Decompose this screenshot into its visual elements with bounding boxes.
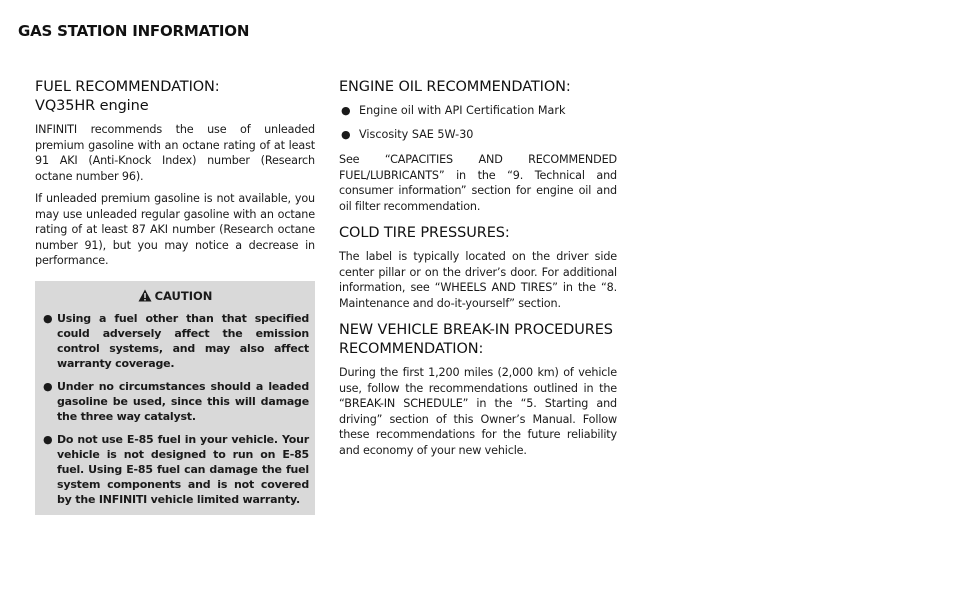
- page-header: GAS STATION INFORMATION: [18, 22, 250, 40]
- fuel-paragraph-1: INFINITI recommends the use of unleaded premium gasoline with an octane rating of at least 91 AKI (Anti-Knock Index) number (Research octane number 96).: [35, 123, 315, 183]
- tire-title: COLD TIRE PRESSURES:: [339, 225, 510, 241]
- caution-label: CAUTION: [154, 288, 213, 303]
- bullet-icon: ●: [341, 104, 351, 117]
- right-column: [339, 78, 617, 468]
- caution-item: [41, 379, 309, 424]
- list-item: [339, 103, 617, 118]
- break-in-title-line1: NEW VEHICLE BREAK-IN PROCEDURES: [339, 322, 613, 338]
- caution-header: [41, 289, 309, 303]
- caution-box: [35, 281, 315, 515]
- engine-oil-list: [339, 103, 617, 142]
- caution-list: [41, 311, 309, 507]
- list-item: [339, 127, 617, 142]
- left-column: [35, 78, 315, 515]
- engine-oil-section: [339, 78, 617, 214]
- bullet-icon: ●: [43, 311, 53, 325]
- tire-paragraph: The label is typically located on the driver side center pillar or on the driver’s door. For additional information, see “WHEELS AND TIRES” in the “8. Maintenance and do-it-yourself” section.: [339, 250, 617, 310]
- engine-oil-paragraph: See “CAPACITIES AND RECOMMENDED FUEL/LUBRICANTS” in the “9. Technical and consumer information” section for engine oil and oil filter recommendation.: [339, 153, 617, 213]
- bullet-icon: ●: [43, 432, 53, 446]
- break-in-title: [339, 321, 617, 359]
- caution-item: [41, 311, 309, 371]
- fuel-title-line2: VQ35HR engine: [35, 98, 149, 114]
- caution-item-text: Using a fuel other than that specified could adversely affect the emission control systems, and may also affect warranty coverage.: [57, 311, 309, 370]
- caution-item-text: Do not use E-85 fuel in your vehicle. Your vehicle is not designed to run on E-85 fuel. Using E-85 fuel can damage the fuel system components and is not covered by the INFINITI vehicle limited warranty.: [57, 432, 309, 506]
- bullet-icon: ●: [43, 379, 53, 393]
- break-in-section: [339, 321, 617, 458]
- list-item-text: Engine oil with API Certification Mark: [359, 104, 566, 117]
- fuel-title-line1: FUEL RECOMMENDATION:: [35, 79, 220, 95]
- caution-item-text: Under no circumstances should a leaded gasoline be used, since this will damage the three way catalyst.: [57, 379, 309, 423]
- break-in-paragraph: During the first 1,200 miles (2,000 km) of vehicle use, follow the recommendations outlined in the “BREAK-IN SCHEDULE” in the “5. Starting and driving” section of this Owner’s Manual. Follow these recommendations for the future reliability and economy of your new vehicle.: [339, 366, 617, 457]
- engine-oil-title: ENGINE OIL RECOMMENDATION:: [339, 79, 571, 95]
- caution-item: [41, 432, 309, 507]
- warning-triangle-icon: [138, 289, 152, 302]
- tire-section: [339, 224, 617, 311]
- bullet-icon: ●: [341, 128, 351, 141]
- list-item-text: Viscosity SAE 5W-30: [359, 128, 474, 141]
- fuel-paragraph-2: If unleaded premium gasoline is not available, you may use unleaded regular gasoline with an octane rating of at least 87 AKI number (Research octane number 91), but you may notice a decrease in performance.: [35, 192, 315, 267]
- break-in-title-line2: RECOMMENDATION:: [339, 341, 484, 357]
- fuel-title: [35, 78, 315, 116]
